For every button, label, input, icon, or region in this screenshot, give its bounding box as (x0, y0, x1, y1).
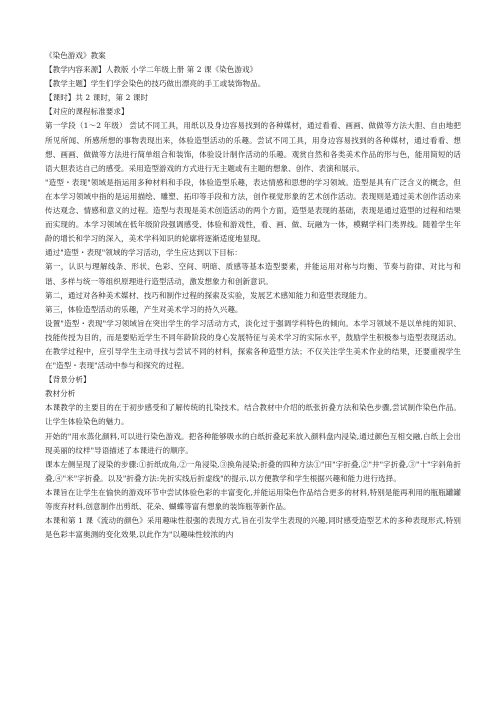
material-paragraph: 课本左侧呈现了浸染的步骤:①折纸成角,②一角浸染,③换角浸染;折叠的四种方法①"田"字折叠,②"井"字折叠,③"十"字斜角折叠,④"米"字折叠。以及"折叠方法:先折实线后折虚线"的提示,以方便教学和学生根据兴趣和能力进行选择。 (45, 459, 461, 483)
goal-item: 第三，体验造型活动的乐趣，产生对美术学习的持久兴趣。 (45, 304, 243, 314)
standards-paragraph: "造型・表现"领域是指运用多种材料和手段，体验造型乐趣，表达情感和思想的学习领域。造型是具有广泛含义的概念，但在本学习领域中指的是运用描绘、雕塑、拓印等手段和方法，创作视觉形象的艺术创作活动。表现则是通过美术创作活动来传达观念、情感和意义的过程。造型与表现是美术创造活动的两个方面，造型是表现的基础，表现是通过造型的过程和结果而实现的。本学习领域在低年级阶段强调感受、体验和游戏性，看、画、做、玩融为一体，模糊学科门类界线。随着学生年龄的增长和学习的深入，美术学科知识的轮廓将逐渐适度地显现。 (45, 177, 461, 244)
document-title: 《染色游戏》教案 (45, 51, 106, 60)
standards-heading: 【对应的课程标准要求】 (45, 107, 129, 117)
material-paragraph: 开始的"用水蒸化颜料,可以进行染色游戏。把各种能够吸水的白纸折叠起来放入颜料盘内浸染,通过颜色互相交融,白纸上会出现美丽的纹样"导语描述了本课进行的顺序。 (45, 431, 461, 455)
goal-item: 第一，认识与理解线条、形状、色彩、空间、明暗、质感等基本造型要素，并能运用对称与均衡、节奏与韵律、对比与和谐、多样与统一等组织原理进行造型活动，激发想象力和创新意识。 (45, 262, 461, 286)
standards-paragraph: 第一学段（1～2 年级） 尝试不同工具，用纸以及身边容易找到的各种媒材，通过看看、画画、做做等方法大胆、自由地把所见所闻、所感所想的事物表现出来，体验造型活动的乐趣。尝试不同工具，用身边容易找到的各种媒材，通过看看、想想、画画、做做等方法进行简单组合和装饰，体验设计制作活动的乐趣。观赏自然和各类美术作品的形与色，能用简短的话语大胆表达自己的感受。采用造型游戏的方式进行无主题或有主题的想象、创作、表演和展示。 (45, 121, 461, 173)
material-heading: 教材分析 (45, 389, 76, 399)
material-paragraph: 本课教学的主要目的在于初步感受和了解传统的扎染技术。结合教材中介绍的纸张折叠方法和染色步骤,尝试制作染色作品。让学生体验染色的魅力。 (45, 403, 461, 427)
material-paragraph: 本课和第 1 课《流动的颜色》采用趣味性很强的表现方式,旨在引发学生表现的兴趣,同时感受造型艺术的多种表现形式,特别是色彩丰富奥测的变化效果,以此作为"以趣味性较浓的内 (45, 516, 461, 540)
goals-intro: 通过"造型・表现"领域的学习活动，学生应达到以下目标： (45, 248, 242, 258)
class-hours: 【课时】共 2 课时，第 2 课时 (45, 93, 149, 103)
standards-paragraph: 设置"造型・表现"学习领域旨在突出学生的学习活动方式，淡化过于强调学科特色的倾向。本学习领域不是以单纯的知识、技能传授为目的，而是要贴近学生不同年龄阶段的身心发展特征与美术学习的实际水平，鼓励学生积极参与造型表现活动。在教学过程中，应引导学生主动寻找与尝试不同的材料，探索各种造型方法；不仅关注学生美术作业的结果，还要重视学生在"造型・表现"活动中参与和探究的过程。 (45, 318, 461, 371)
teaching-theme: 【教学主题】学生们学会染色的技巧做出漂亮的手工或装饰物品。 (45, 79, 266, 89)
goal-item: 第二，通过对各种美术媒材、技巧和制作过程的探索及实验，发展艺术感知能力和造型表现能力。 (45, 290, 372, 300)
teaching-content-source: 【教学内容来源】人教版 小学二年级上册 第 2 课《染色游戏》 (45, 65, 258, 75)
material-paragraph: 本课旨在让学生在愉快的游戏环节中尝试体验色彩的丰富变化,并能运用染色作品结合更多的材料,特别是能再利用的瓶瓶罐罐等废弃材料,创意制作出剪纸、花朵、蝴蝶等富有想象的装饰瓶等新作品。 (45, 487, 461, 511)
background-heading: 【背景分析】 (45, 375, 91, 385)
